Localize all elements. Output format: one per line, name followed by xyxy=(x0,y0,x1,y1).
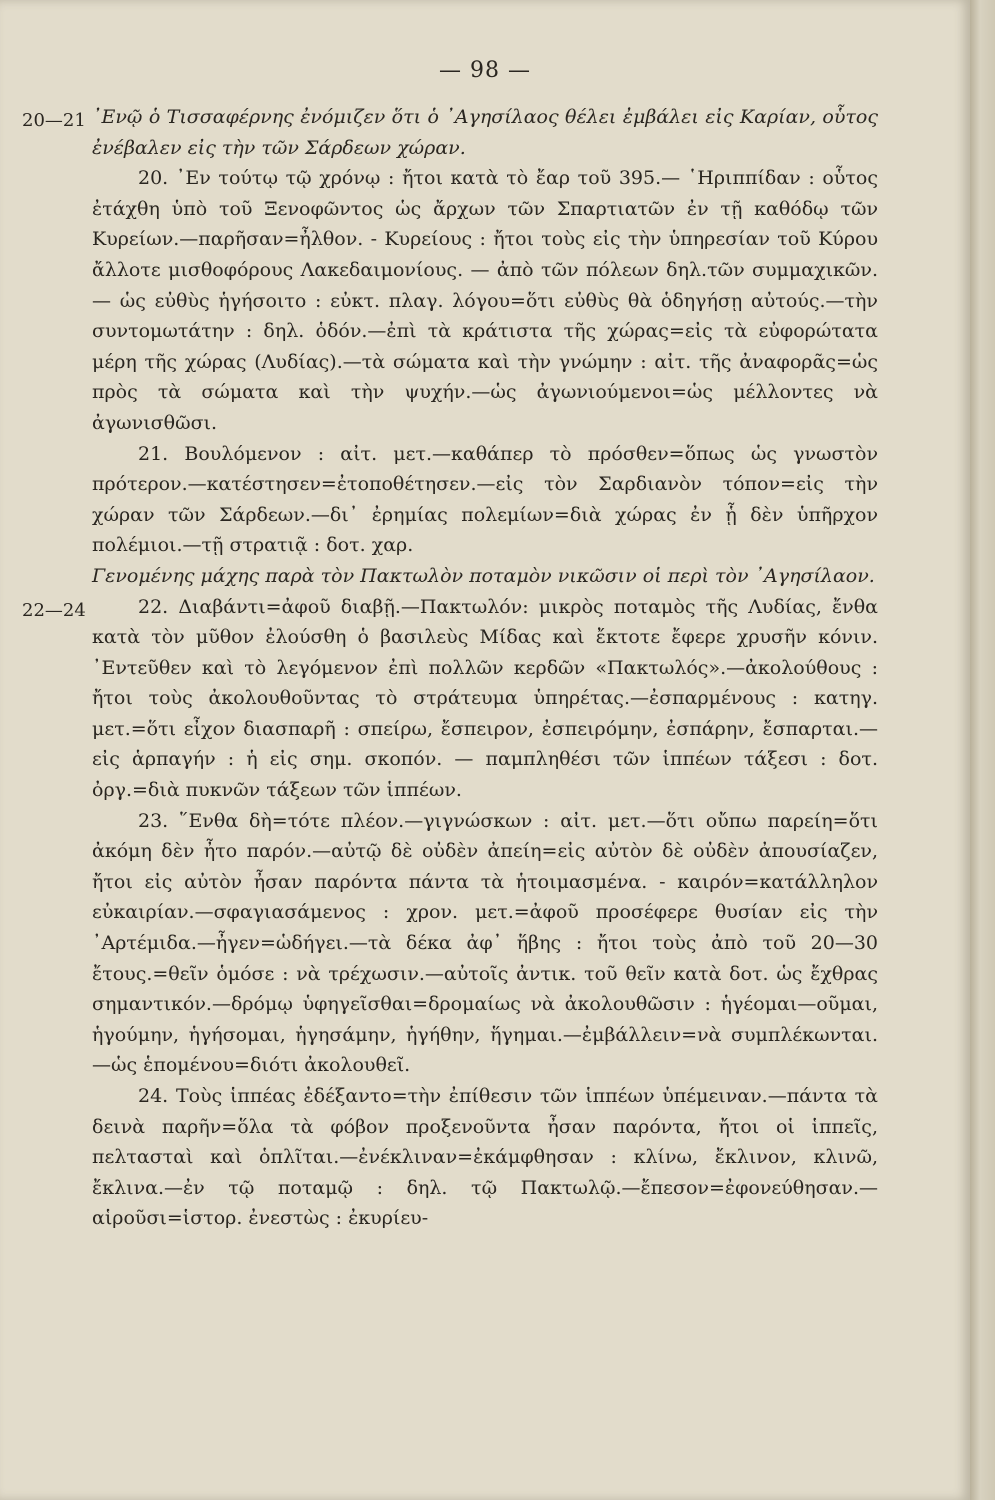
commentary-text xyxy=(92,102,878,1234)
note-paragraph-23: 23. ῞Ενθα δὴ=τότε πλέον.—γιγνώσκων : αἰτ. μετ.—ὅτι οὔπω παρείη=ὅτι ἀκόμη δὲν ἦτο παρόν.—αὐτῷ δὲ οὐδὲν ἀπείη=εἰς αὐτὸν δὲ οὐδὲν ἀπουσίαζεν, ἤτοι εἰς αὐτὸν ἦσαν παρόντα πάντα τὰ ἡτοιμασμένα. - καιρόν=κατάλληλον εὐκαιρίαν.—σφαγιασάμενος : χρον. μετ.=ἀφοῦ προσέφερε θυσίαν εἰς τὴν ᾿Αρτέμιδα.—ἦγεν=ὡδήγει.—τὰ δέκα ἀφ᾿ ἥβης : ἤτοι τοὺς ἀπὸ τοῦ 20—30 ἔτους.=θεῖν ὁμόσε : νὰ τρέχωσιν.—αὐτοῖς ἀντικ. τοῦ θεῖν κατὰ δοτ. ὡς ἔχθρας σημαντικόν.—δρόμῳ ὑφηγεῖσθαι=δρομαίως νὰ ἀκολουθῶσιν : ἡγέομαι—οῦμαι, ἡγούμην, ἡγήσομαι, ἡγησάμην, ἡγήθην, ἥγημαι.—ἐμβάλλειν=νὰ συμπλέκωνται.—ὡς ἑπομένου=διότι ἀκολουθεῖ. xyxy=(92,809,878,1077)
note-paragraph-22: 22. Διαβάντι=ἀφοῦ διαβῇ.—Πακτωλόν: μικρὸς ποταμὸς τῆς Λυδίας, ἔνθα κατὰ τὸν μῦθον ἐλούσθη ὁ βασιλεὺς Μίδας καὶ ἔκτοτε ἔφερε χρυσῆν κόνιν. ᾿Εντεῦθεν καὶ τὸ λεγόμενον ἐπὶ πολλῶν κερδῶν «Πακτωλός».—ἀκολούθους : ἤτοι τοὺς ἀκολουθοῦντας τὸ στράτευμα ὑπηρέτας.—ἐσπαρμένους : κατηγ. μετ.=ὅτι εἶχον διασπαρῆ : σπείρω, ἔσπειρον, ἐσπειρόμην, ἐσπάρην, ἔσπαρται.—εἰς ἁρπαγήν : ἡ εἰς σημ. σκοπόν. — παμπληθέσι τῶν ἱππέων τάξεσι : δοτ. ὀργ.=διὰ πυκνῶν τάξεων τῶν ἱππέων. xyxy=(92,595,878,802)
note-paragraph-21: 21. Βουλόμενον : αἰτ. μετ.—καθάπερ τὸ πρόσθεν=ὅπως ὡς γνωστὸν πρότερον.—κατέστησεν=ἐτοποθέτησεν.—εἰς τὸν Σαρδιανὸν τόπον=εἰς τὴν χώραν τῶν Σάρδεων.—δι᾿ ἐρημίας πολεμίων=διὰ χώρας ἐν ᾗ δὲν ὑπῆρχον πολέμιοι.—τῇ στρατιᾷ : δοτ. χαρ. xyxy=(92,442,878,557)
note-paragraph-24: 24. Τοὺς ἱππέας ἐδέξαντο=τὴν ἐπίθεσιν τῶν ἱππέων ὑπέμειναν.—πάντα τὰ δεινὰ παρῆν=ὅλα τὰ φόβον προξενοῦντα ἦσαν παρόντα, ἤτοι οἱ ἱππεῖς, πελτασταὶ καὶ ὁπλῖται.—ἐνέκλιναν=ἐκάμφθησαν : κλίνω, ἔκλινον, κλινῶ, ἔκλινα.—ἐν τῷ ποταμῷ : δηλ. τῷ Πακτωλῷ.—ἔπεσον=ἐφονεύθησαν.—αἱροῦσι=ἱστορ. ἐνεστὼς : ἐκυρίευ- xyxy=(92,1085,878,1230)
margin-ref-22-24: 22—24 xyxy=(22,600,86,621)
page-number: — 98 — xyxy=(439,58,531,83)
section-summary-2: Γενομένης μάχης παρὰ τὸν Πακτωλὸν ποταμὸν νικῶσιν οἱ περὶ τὸν ᾿Αγησίλαον. xyxy=(92,564,875,587)
section-summary-1: ᾿Ενῷ ὁ Τισσαφέρνης ἐνόμιζεν ὅτι ὁ ᾿Αγησίλαος θέλει ἐμβάλει εἰς Καρίαν, οὗτος ἐνέβαλεν εἰς τὴν τῶν Σάρδεων χώραν. xyxy=(92,106,878,159)
note-paragraph-20: 20. ᾿Εν τούτῳ τῷ χρόνῳ : ἤτοι κατὰ τὸ ἔαρ τοῦ 395.— ῾Ηριππίδαν : οὗτος ἐτάχθη ὑπὸ τοῦ Ξενοφῶντος ὡς ἄρχων τῶν Σπαρτιατῶν ἐν τῇ καθόδῳ τῶν Κυρείων.—παρῆσαν=ἦλθον. - Κυρείους : ἤτοι τοὺς εἰς τὴν ὑπηρεσίαν τοῦ Κύρου ἄλλοτε μισθοφόρους Λακεδαιμονίους. — ἀπὸ τῶν πόλεων δηλ.τῶν συμμαχικῶν.— ὡς εὐθὺς ἡγήσοιτο : εὐκτ. πλαγ. λόγου=ὅτι εὐθὺς θὰ ὁδηγήσῃ αὐτούς.—τὴν συντομωτάτην : δηλ. ὁδόν.—ἐπὶ τὰ κράτιστα τῆς χώρας=εἰς τὰ εὐφορώτατα μέρη τῆς χώρας (Λυδίας).—τὰ σώματα καὶ τὴν γνώμην : αἰτ. τῆς ἀναφορᾶς=ὡς πρὸς τὰ σώματα καὶ τὴν ψυχήν.—ὡς ἀγωνιούμενοι=ὡς μέλλοντες νὰ ἀγωνισθῶσι. xyxy=(92,167,878,434)
margin-ref-20-21: 20—21 xyxy=(22,110,86,131)
page-edge xyxy=(970,0,995,1500)
